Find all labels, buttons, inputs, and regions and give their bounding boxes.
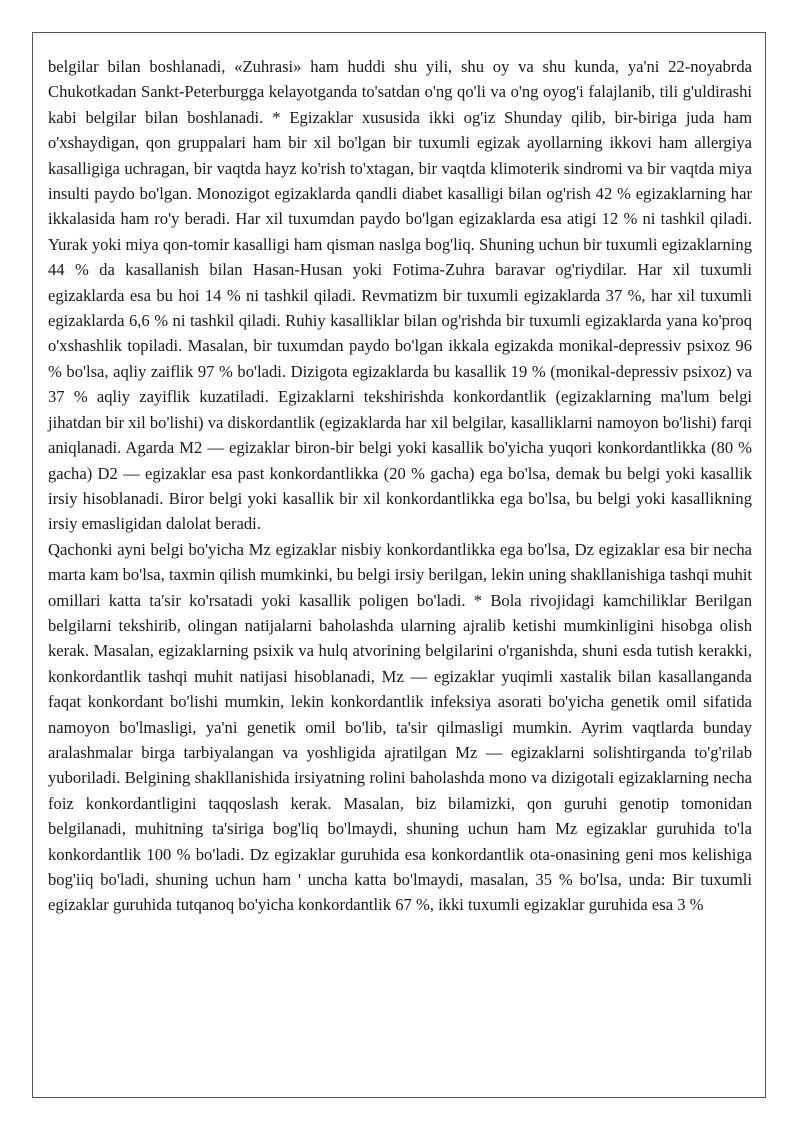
paragraph-2: Qachonki ayni belgi bo'yicha Mz egizaklar nisbiy konkordantlikka ega bo'lsa, Dz egizaklar esa bir necha marta kam bo'lsa, taxmin qilish mumkinki, bu belgi irsiy berilgan, lekin uning shakllanishiga tashqi muhit omillari katta ta'sir ko'rsatadi yoki kasallik poligen bo'ladi. * Bola rivojidagi kamchiliklar Berilgan belgilarni tekshirib, olingan natijalarni baholashda ularning ajralib ketishi mumkinligini hisobga olish kerak. Masalan, egizaklarning psixik va hulq atvorining belgilarini o'rganishda, shuni esda tutish kerakki, konkordantlik tashqi muhit natijasi hisoblanadi, Mz — egizaklar yuqimli xastalik bilan kasallanganda faqat konkordant bo'lishi mumkin, lekin konkordantlik infeksiya asorati bo'yicha genetik omil sifatida namoyon bo'lmasligi, ya'ni genetik omil bo'lib, ta'sir qilmasligi mumkin. Ayrim vaqtlarda bunday aralashmalar birga tarbiyalangan va yoshligida ajratilgan Mz — egizaklarni solishtirganda to'g'rilab yuboriladi. Belgining shakllanishida irsiyatning rolini baholashda mono va dizigotali egizaklarning necha foiz konkordantligini taqqoslash kerak. Masalan, biz bilamizki, qon guruhi genotip tomonidan belgilanadi, muhitning ta'siriga bog'liq bo'lmaydi, shuning uchun ham Mz egizaklar guruhida to'la konkordantlik 100 % bo'ladi. Dz egizaklar guruhida esa konkordantlik ota-onasining geni mos kelishiga bog'iiq bo'ladi, shuning uchun ham ' uncha katta bo'lmaydi, masalan, 35 % bo'lsa, unda: Bir tuxumli egizaklar guruhida tutqanoq bo'yicha konkordantlik 67 %, ikki tuxumli egizaklar guruhida esa 3 % [48, 539, 752, 915]
paragraph-1: belgilar bilan boshlanadi, «Zuhrasi» ham huddi shu yili, shu oy va shu kunda, ya'ni 22-noyabrda Chukotkadan Sankt-Peterburgga kelayotganda to'satdan o'ng qo'li va o'ng oyog'i falajlanib, tili g'uldirashi kabi belgilar bilan boshlanadi. * Egizaklar xususida ikki og'iz Shunday qilib, bir-biriga juda ham o'xshaydigan, qon gruppalari ham bir xil bo'lgan bir tuxumli egizak ayollarning ikkovi ham allergiya kasalligiga uchragan, bir vaqtda hayz ko'rish to'xtagan, bir vaqtda klimoterik sindromi va bir vaqtda miya insulti paydo bo'lgan. Monozigot egizaklarda qandli diabet kasalligi bilan og'rish 42 % egizaklarning har ikkalasida ham ro'y beradi. Har xil tuxumdan paydo bo'lgan egizaklarda esa atigi 12 % ni tashkil qiladi. Yurak yoki miya qon-tomir kasalligi ham qisman naslga bog'liq. Shuning uchun bir tuxumli egizaklarning 44 % da kasallanish bilan Hasan-Husan yoki Fotima-Zuhra baravar og'riydilar. Har xil tuxumli egizaklarda esa bu hoi 14 % ni tashkil qiladi. Revmatizm bir tuxumli egizaklarda 37 %, har xil tuxumli egizaklarda 6,6 % ni tashkil qiladi. Ruhiy kasalliklar bilan og'rishda bir tuxumli egizaklarda yana ko'proq o'xshashlik topiladi. Masalan, bir tuxumdan paydo bo'lgan ikkala egizakda monikal-depressiv psixoz 96 % bo'lsa, aqliy zaiflik 97 % bo'ladi. Dizigota egizaklarda bu kasallik 19 % (monikal-depressiv psixoz) va 37 % aqliy zayiflik kuzatiladi. Egizaklarni tekshirishda konkordantlik (egizaklarning ma'lum belgi jihatdan bir xil bo'lishi) va diskordantlik (egizaklarda har xil belgilar, kasalliklarni namoyon bo'lishi) farqi aniqlanadi. Agarda M2 — egizaklar biron-bir belgi yoki kasallik bo'yicha yuqori konkordantlikka (80 % gacha) D2 — egizaklar esa past konkordantlikka (20 % gacha) ega bo'lsa, demak bu belgi yoki kasallik irsiy hisoblanadi. Biror belgi yoki kasallik bir xil konkordantlikka ega bo'lsa, bu belgi yoki kasallikning irsiy emasligidan dalolat beradi. [48, 57, 752, 534]
document-body [48, 54, 752, 918]
